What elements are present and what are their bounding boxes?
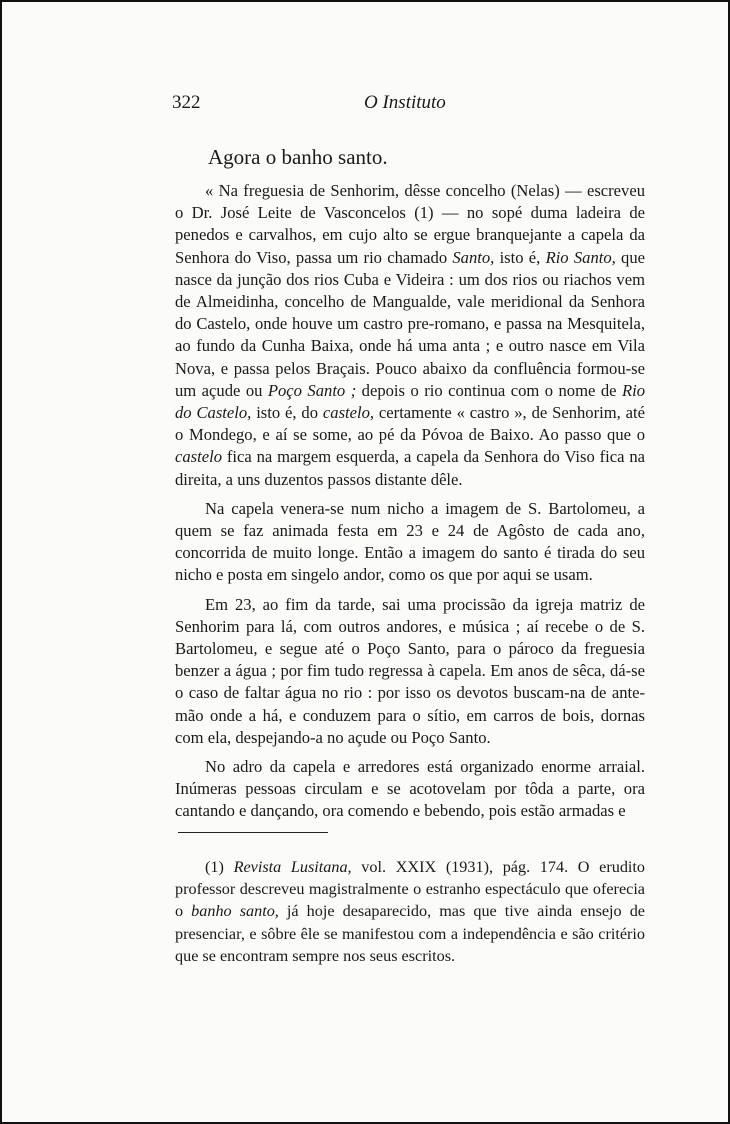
text-run: certamente « castro », de Senhorim, até o Mondego, e aí se some, ao pé da Póvoa de Baixo. Ao passo que o (175, 403, 645, 445)
page-header (172, 92, 648, 118)
text-run: fica na margem esquerda, a capela da Senhora do Viso fica na direita, a uns duzentos passos distante dêle. (175, 447, 645, 489)
footnote-marker: (1) (205, 858, 224, 876)
section-heading: Agora o banho santo. (208, 145, 388, 169)
footnote (175, 856, 645, 967)
text-run: que nasce da junção dos rios Cuba e Videira : um dos rios ou riachos vem de Almeidinha, concelho de Mangualde, vale meridional da Senhora do Castelo, onde houve um castro pre-romano, e passa na Mesquitela, ao fundo da Cunha Baixa, onde há uma anta ; e outro nasce em Vila Nova, e passa pelos Braçais. Pouco abaixo da confluência formou-se um açude ou (175, 247, 646, 400)
paragraph (175, 756, 645, 823)
paragraph (175, 498, 645, 587)
text-run (224, 858, 234, 876)
italic-run: Santo, (452, 247, 495, 267)
text-run: vol. XXIX (1931), pág. 174. O erudito professor descreveu magistralmente o estranho espectáculo que oferecia o (175, 858, 646, 921)
text-run: No adro da capela e arredores está organizado enorme arraial. Inúmeras pessoas circulam e se acotovelam por tôda a parte, ora cantando e dançando, ora comendo e bebendo, pois estão armadas e (175, 757, 645, 821)
italic-run: Rio Santo, (545, 247, 616, 267)
italic-run: Poço Santo ; (267, 380, 357, 400)
paragraph (175, 594, 645, 749)
text-run: Na capela venera-se num nicho a imagem de S. Bartolomeu, a quem se faz animada festa em 23 e 24 de Agôsto de cada ano, concorrida de muito longe. Então a imagem do santo é tirada do seu nicho e posta em singelo andor, como os que por aqui se usam. (175, 498, 645, 585)
text-run: « Na freguesia de Senhorim, dêsse concelho (Nelas) — escreveu o Dr. José Leite de Vasconcelos (175, 181, 645, 223)
text-run: depois o rio continua com o nome de (356, 380, 622, 400)
italic-run: Rio do Castelo, (175, 380, 645, 423)
footnote-divider (178, 832, 328, 833)
footnote-marker: (1) (414, 203, 434, 223)
italic-run: castelo (175, 447, 223, 467)
text-run: — no sopé duma ladeira de penedos e carvalhos, em cujo alto se ergue branquejante a capela da Senhora do Viso, passa um rio chamado (175, 203, 645, 267)
text-run: isto é, do (251, 403, 323, 423)
running-title: O Instituto (364, 92, 446, 113)
italic-run: Revista Lusitana, (233, 858, 352, 876)
text-run: Em 23, ao fim da tarde, sai uma procissão da igreja matriz de Senhorim para lá, com outros andores, e música ; aí recebe o de S. Bartolomeu, e segue até o Poço Santo, para o pároco da freguesia benzer a água ; por fim tudo regressa à capela. Em anos de sêca, dá-se o caso de faltar água no rio : por isso os devotos buscam-na de ante-mão onde a há, e conduzem para o sítio, em carros de bois, dornas com ela, despejando-a no açude ou Poço Santo. (175, 594, 645, 747)
page-number: 322 (172, 92, 201, 113)
paragraph (175, 180, 645, 491)
footnotes (175, 856, 645, 967)
text-run: isto é, (494, 247, 546, 267)
italic-run: castelo, (322, 403, 375, 423)
italic-run: banho santo, (191, 902, 279, 921)
body-text (175, 180, 645, 830)
text-run: já hoje desaparecido, mas que tive ainda ensejo de presenciar, e sôbre êle se manifestou com a independência e são critério que se encontram sempre nos seus escritos. (175, 902, 645, 965)
